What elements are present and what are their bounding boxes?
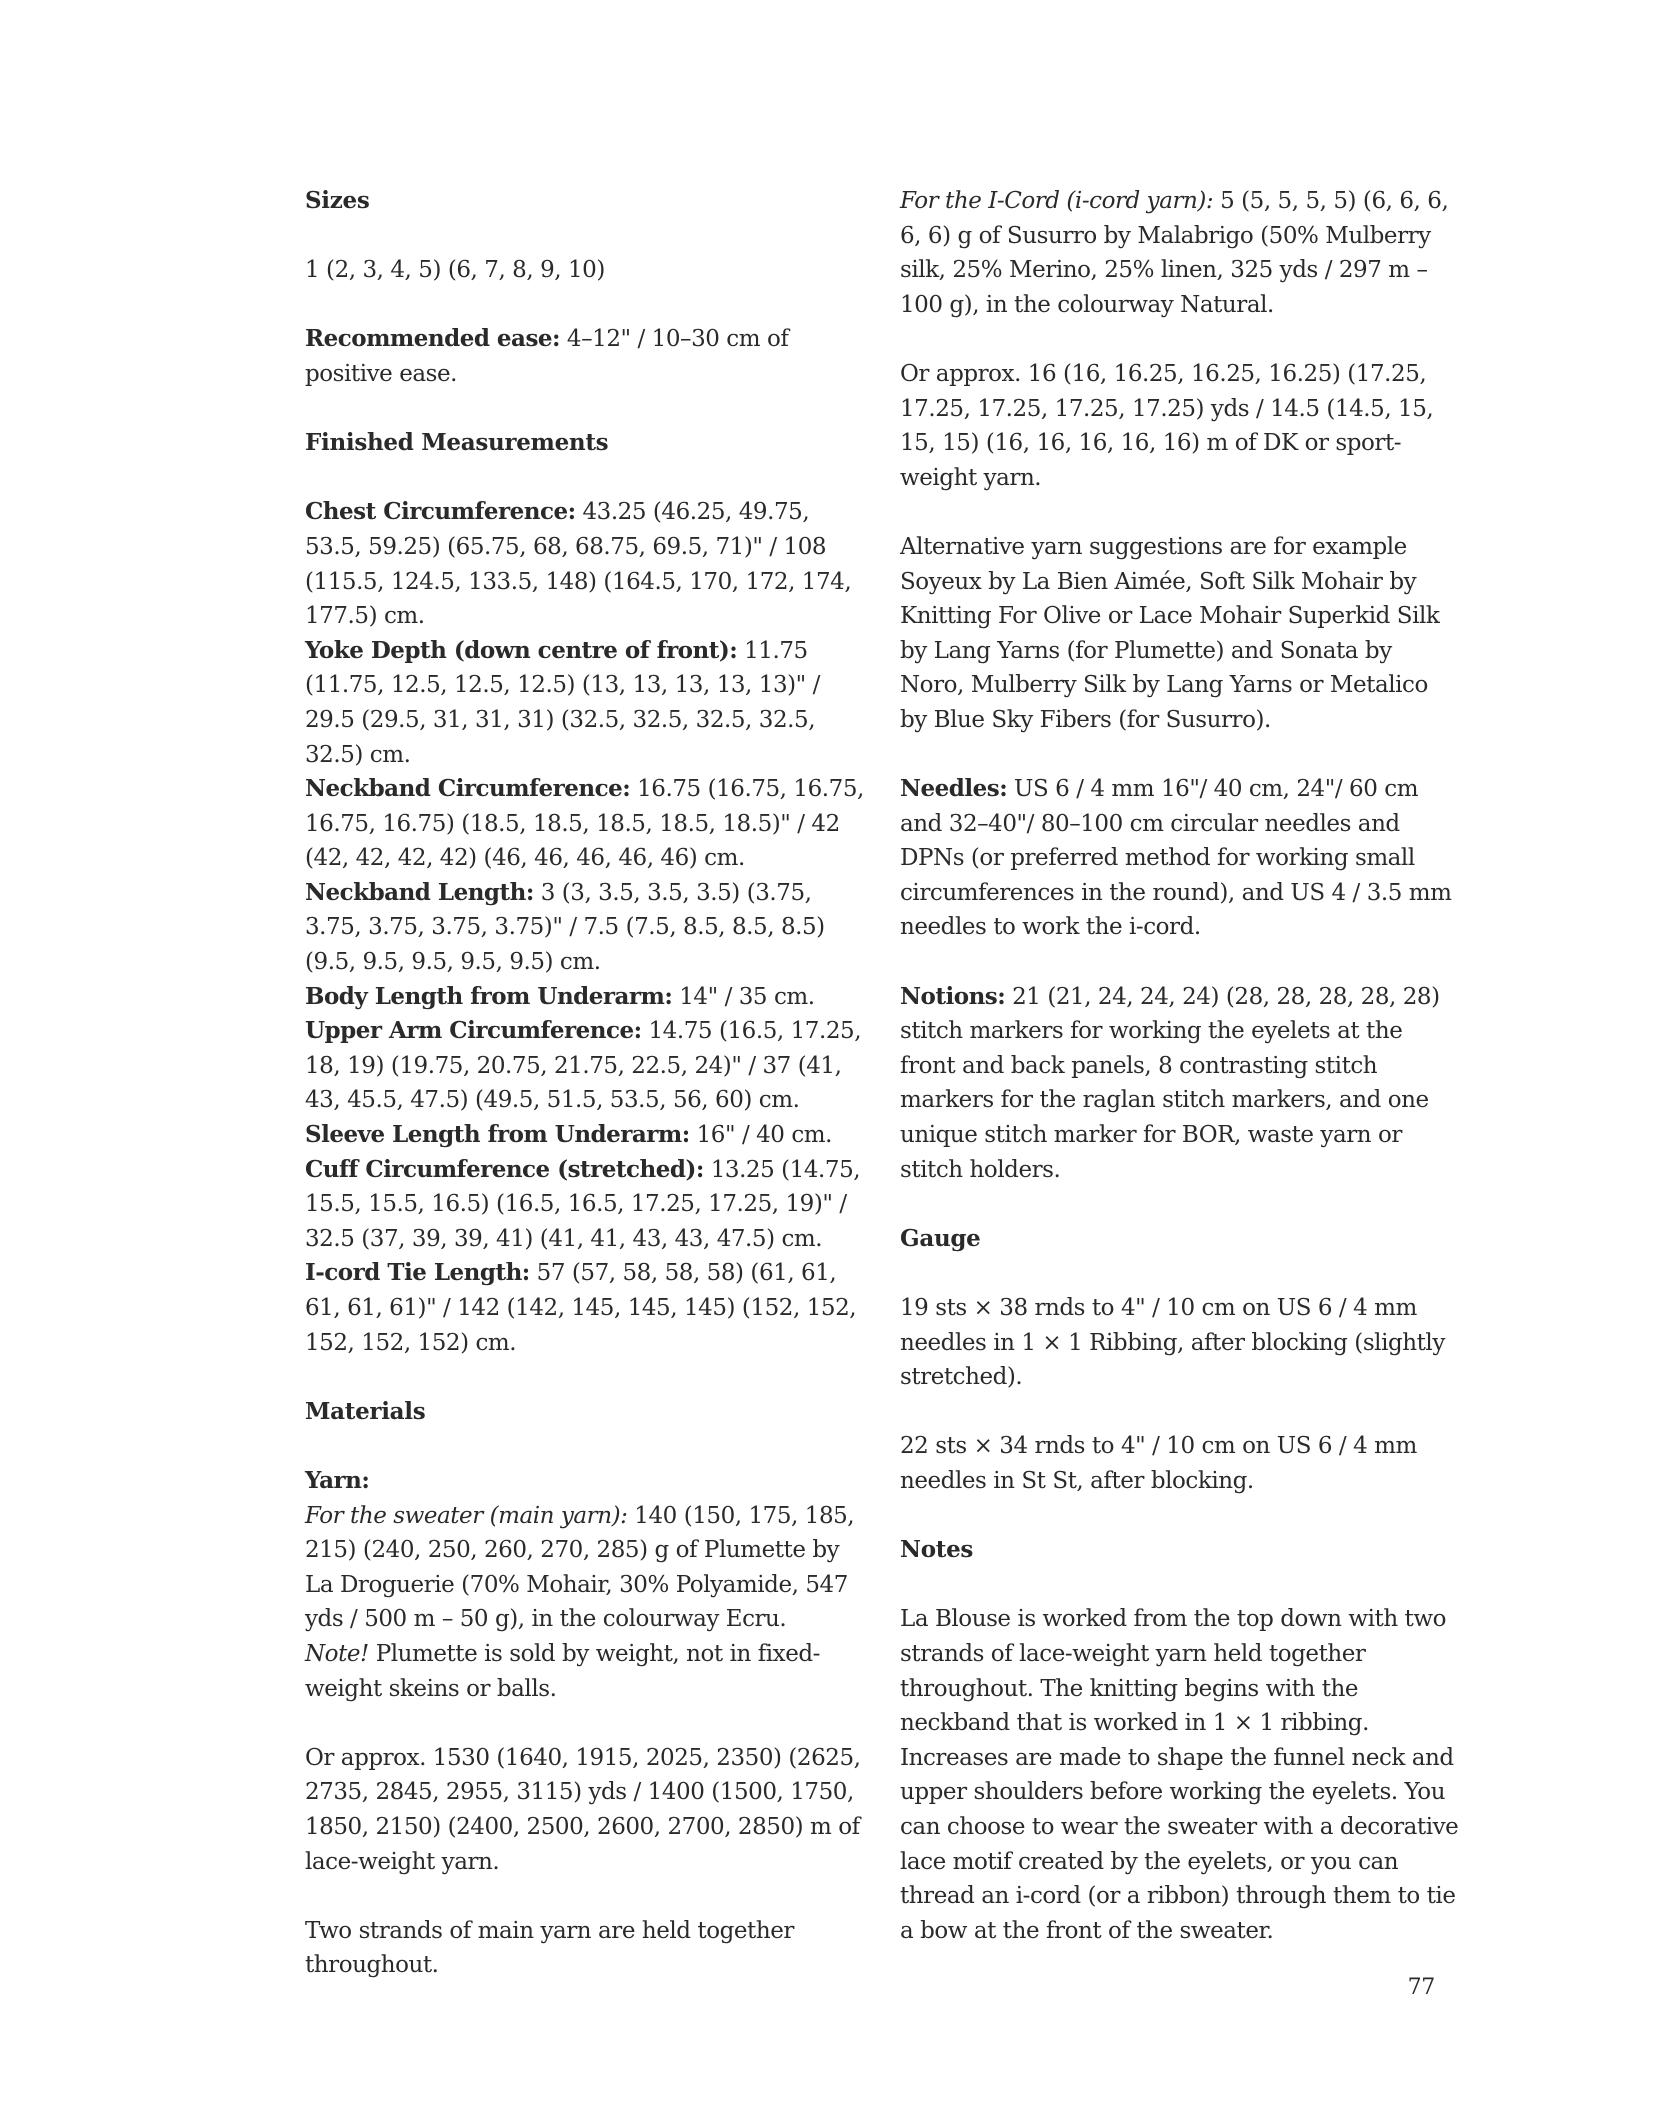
- icord-yarn-label: For the I-Cord (i-cord yarn):: [900, 188, 1214, 214]
- measurement-value: 16" / 40 cm.: [689, 1122, 833, 1149]
- right-column: [900, 184, 1460, 1948]
- measurement-value: 14" / 35 cm.: [672, 983, 815, 1010]
- recommended-ease: [305, 322, 865, 391]
- measurement-yoke-depth: [305, 634, 865, 772]
- icord-yarn-value: 5 (5, 5, 5, 5) (6, 6, 6, 6, 6) g of Susurro by Malabrigo (50% Mulberry silk, 25% Merino, 25% linen, 325 yds / 297 m – 100 g), in the colourway Natural.: [900, 188, 1449, 318]
- notes-heading: Notes: [900, 1536, 974, 1564]
- finished-measurements-heading: Finished Measurements: [305, 429, 609, 457]
- sizes-heading: Sizes: [305, 187, 370, 214]
- sizes-values: 1 (2, 3, 4, 5) (6, 7, 8, 9, 10): [305, 257, 605, 284]
- notions-label: Notions:: [900, 982, 1006, 1010]
- left-column: [305, 184, 865, 1983]
- materials-heading: Materials: [305, 1397, 426, 1425]
- plumette-note: [305, 1637, 865, 1706]
- notions: [900, 980, 1460, 1188]
- measurement-label: Upper Arm Circumference:: [305, 1017, 642, 1045]
- yarn-label-text: Yarn:: [305, 1466, 370, 1494]
- gauge-ribbing: 19 sts × 38 rnds to 4" / 10 cm on US 6 / 4 mm needles in 1 × 1 Ribbing, after blocking (slightly stretched).: [900, 1295, 1445, 1391]
- measurement-label: Neckband Length:: [305, 878, 534, 906]
- measurement-chest: [305, 495, 865, 633]
- icord-yarn: [900, 184, 1460, 322]
- sweater-yarn: [305, 1499, 865, 1637]
- alternative-yarns: Alternative yarn suggestions are for example Soyeux by La Bien Aimée, Soft Silk Mohair by Knitting For Olive or Lace Mohair Superkid Silk by Lang Yarns (for Plumette) and Sonata by Noro, Mulberry Silk by Lang Yarns or Metalico by Blue Sky Fibers (for Susurro).: [900, 533, 1440, 733]
- needles-value: US 6 / 4 mm 16"/ 40 cm, 24"/ 60 cm and 32–40"/ 80–100 cm circular needles and DPNs (or preferred method for working small circumferences in the round), and US 4 / 3.5 mm needles to work the i-cord.: [900, 776, 1452, 941]
- ease-label: Recommended ease:: [305, 325, 561, 353]
- measurement-value: 11.75 (11.75, 12.5, 12.5, 12.5) (13, 13, 13, 13, 13)" / 29.5 (29.5, 31, 31, 31) (32.5, 32.5, 32.5, 32.5, 32.5) cm.: [305, 637, 820, 768]
- measurement-label: Body Length from Underarm:: [305, 982, 673, 1010]
- notions-value: 21 (21, 24, 24, 24) (28, 28, 28, 28, 28) stitch markers for working the eyelets at the front and back panels, 8 contrasting stitch markers for the raglan stitch markers, and one unique stitch marker for BOR, waste yarn or stitch holders.: [900, 983, 1440, 1183]
- sweater-yarn-label: For the sweater (main yarn):: [305, 1502, 628, 1529]
- measurement-label: Cuff Circumference (stretched):: [305, 1155, 704, 1183]
- ease-value: 4–12" / 10–30 cm of positive ease.: [305, 326, 789, 387]
- approx-main-yarn: Or approx. 1530 (1640, 1915, 2025, 2350) (2625, 2735, 2845, 2955, 3115) yds / 1400 (1500, 1750, 1850, 2150) (2400, 2500, 2600, 2700, 2850) m of lace-weight yarn.: [305, 1744, 861, 1875]
- measurement-body-length: [305, 980, 865, 1015]
- two-strands-note: Two strands of main yarn are held together throughout.: [305, 1917, 794, 1979]
- note-value: Plumette is sold by weight, not in fixed-weight skeins or balls.: [305, 1640, 820, 1702]
- needles-label: Needles:: [900, 775, 1008, 803]
- measurement-neckband-length: [305, 876, 865, 980]
- measurement-value: 16.75 (16.75, 16.75, 16.75, 16.75) (18.5, 18.5, 18.5, 18.5, 18.5)" / 42 (42, 42, 42, 42) (46, 46, 46, 46, 46) cm.: [305, 776, 864, 872]
- needles: [900, 772, 1460, 945]
- gauge-heading: Gauge: [900, 1224, 981, 1252]
- measurement-neckband-circumference: [305, 772, 865, 876]
- measurement-label: Neckband Circumference:: [305, 775, 631, 803]
- approx-icord-yarn: Or approx. 16 (16, 16.25, 16.25, 16.25) (17.25, 17.25, 17.25, 17.25, 17.25) yds / 14.5 (14.5, 15, 15, 15) (16, 16, 16, 16, 16) m of DK or sport-weight yarn.: [900, 360, 1434, 491]
- note-label: Note!: [305, 1640, 369, 1667]
- measurement-value: 13.25 (14.75, 15.5, 15.5, 16.5) (16.5, 16.5, 17.25, 17.25, 19)" / 32.5 (37, 39, 39, 41) (41, 41, 43, 43, 47.5) cm.: [305, 1156, 861, 1252]
- measurement-label: Sleeve Length from Underarm:: [305, 1121, 690, 1149]
- notes-text: La Blouse is worked from the top down with two strands of lace-weight yarn held together throughout. The knitting begins with the neckband that is worked in 1 × 1 ribbing. Increases are made to shape the funnel neck and upper shoulders before working the eyelets. You can choose to wear the sweater with a decorative lace motif created by the eyelets, or you can thread an i-cord (or a ribbon) through them to tie a bow at the front of the sweater.: [900, 1606, 1459, 1944]
- gauge-stst: 22 sts × 34 rnds to 4" / 10 cm on US 6 / 4 mm needles in St St, after blocking.: [900, 1433, 1417, 1494]
- page-number: 77: [1407, 1975, 1435, 2000]
- measurement-label: Yoke Depth (down centre of front):: [305, 636, 738, 664]
- measurement-cuff: [305, 1153, 865, 1257]
- measurement-value: 3 (3, 3.5, 3.5, 3.5) (3.75, 3.75, 3.75, 3.75, 3.75)" / 7.5 (7.5, 8.5, 8.5, 8.5) (9.5, 9.5, 9.5, 9.5, 9.5) cm.: [305, 879, 825, 976]
- measurement-value: 14.75 (16.5, 17.25, 18, 19) (19.75, 20.75, 21.75, 22.5, 24)" / 37 (41, 43, 45.5, 47.5) (49.5, 51.5, 53.5, 56, 60) cm.: [305, 1018, 862, 1114]
- measurement-label: I-cord Tie Length:: [305, 1259, 530, 1287]
- measurement-sleeve-length: [305, 1118, 865, 1153]
- measurement-upper-arm: [305, 1014, 865, 1118]
- measurement-icord-tie: [305, 1256, 865, 1360]
- measurement-value: 43.25 (46.25, 49.75, 53.5, 59.25) (65.75, 68, 68.75, 69.5, 71)" / 108 (115.5, 124.5, 133.5, 148) (164.5, 170, 172, 174, 177.5) cm.: [305, 499, 852, 630]
- measurement-label: Chest Circumference:: [305, 498, 576, 526]
- measurement-value: 57 (57, 58, 58, 58) (61, 61, 61, 61, 61)" / 142 (142, 145, 145, 145) (152, 152, 152, 152, 152) cm.: [305, 1260, 857, 1356]
- yarn-label: [305, 1464, 865, 1499]
- sweater-yarn-value: 140 (150, 175, 185, 215) (240, 250, 260, 270, 285) g of Plumette by La Droguerie (70% Mohair, 30% Polyamide, 547 yds / 500 m – 50 g), in the colourway Ecru.: [305, 1502, 855, 1633]
